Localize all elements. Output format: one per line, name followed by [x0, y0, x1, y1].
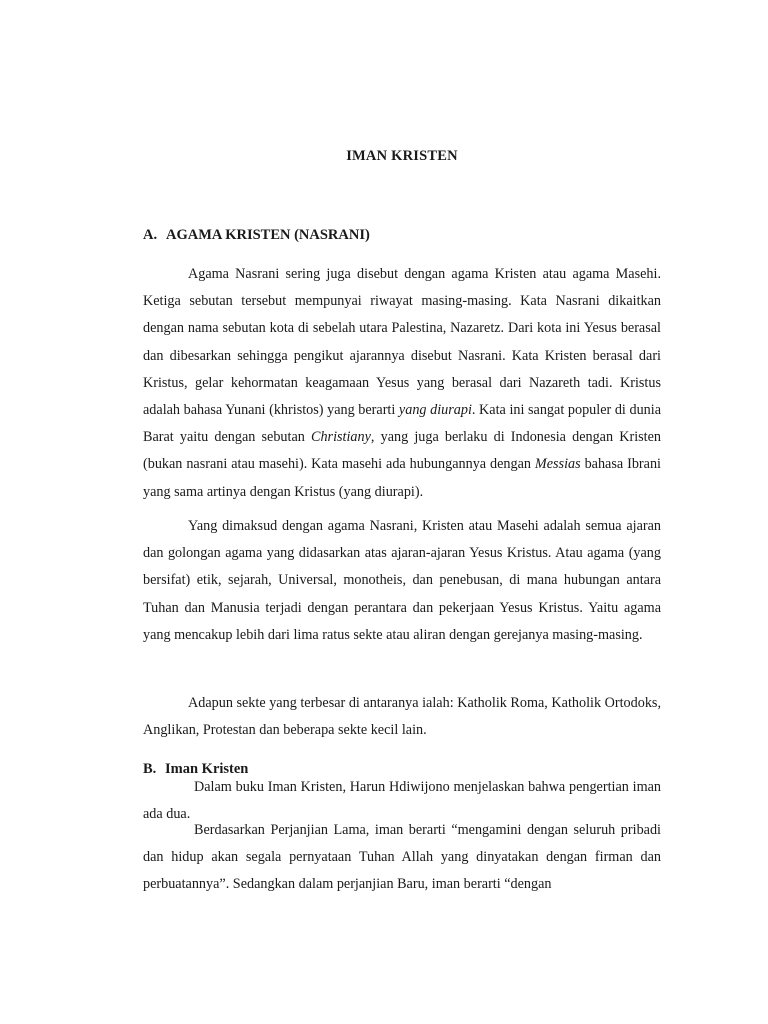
- section-a-heading: [143, 227, 370, 244]
- section-a-paragraph-1: [143, 261, 661, 506]
- italic-term: Christiany: [311, 429, 371, 446]
- italic-term: yang diurapi: [398, 402, 472, 419]
- section-b-paragraph-2: Berdasarkan Perjanjian Lama, iman berarti “mengamini dengan seluruh pribadi dan hidup akan segala pernyataan Tuhan Allah yang dinyatakan dengan firman dan perbuatannya”. Sedangkan dalam perjanjian Baru, iman berarti “dengan: [143, 822, 661, 893]
- section-a-letter: A.: [143, 227, 158, 243]
- section-a-title: AGAMA KRISTEN (NASRANI): [166, 227, 370, 243]
- section-a-paragraph-3: Adapun sekte yang terbesar di antaranya ialah: Katholik Roma, Katholik Ortodoks, Anglikan, Protestan dan beberapa sekte kecil lain.: [143, 695, 661, 739]
- section-b-letter: B.: [143, 761, 157, 777]
- section-b-title: Iman Kristen: [165, 761, 249, 777]
- section-a-paragraph-2: Yang dimaksud dengan agama Nasrani, Kristen atau Masehi adalah semua ajaran dan golongan agama yang didasarkan atas ajaran-ajaran Yesus Kristus. Atau agama (yang bersifat) etik, sejarah, Universal, monotheis, dan penebusan, di mana hubungan antara Tuhan dan Manusia terjadi dengan perantara dan pekerjaan Yesus Kristus. Yaitu agama yang mencakup lebih dari lima ratus sekte atau aliran dengan gerejanya masing-masing.: [143, 518, 661, 643]
- italic-term: Messias: [534, 456, 581, 473]
- paragraph-text: Agama Nasrani sering juga disebut dengan agama Kristen atau agama Masehi. Ketiga sebutan tersebut mempunyai riwayat masing-masing. Kata Nasrani dikaitkan dengan nama sebutan kota di sebelah utara Palestina, Nazaretz. Dari kota ini Yesus berasal dan dibesarkan sehingga pengikut ajarannya disebut Nasrani. Kata Kristen berasal dari Kristus, gelar kehormatan keagamaan Yesus yang berasal dari Nazareth tadi. Kristus adalah bahasa Yunani (khristos) yang berarti: [143, 266, 661, 419]
- paragraph-text: . Kata ini sangat populer di dunia Barat yaitu dengan sebutan: [143, 402, 661, 446]
- paragraph-text: bahasa Ibrani yang sama artinya dengan Kristus (yang diurapi).: [143, 456, 661, 500]
- section-b-paragraph-1: Dalam buku Iman Kristen, Harun Hdiwijono menjelaskan bahwa pengertian iman ada dua.: [143, 779, 661, 823]
- paragraph-text: , yang juga berlaku di Indonesia dengan Kristen (bukan nasrani atau masehi). Kata masehi ada hubungannya dengan: [143, 429, 661, 473]
- page-title: IMAN KRISTEN: [346, 148, 458, 164]
